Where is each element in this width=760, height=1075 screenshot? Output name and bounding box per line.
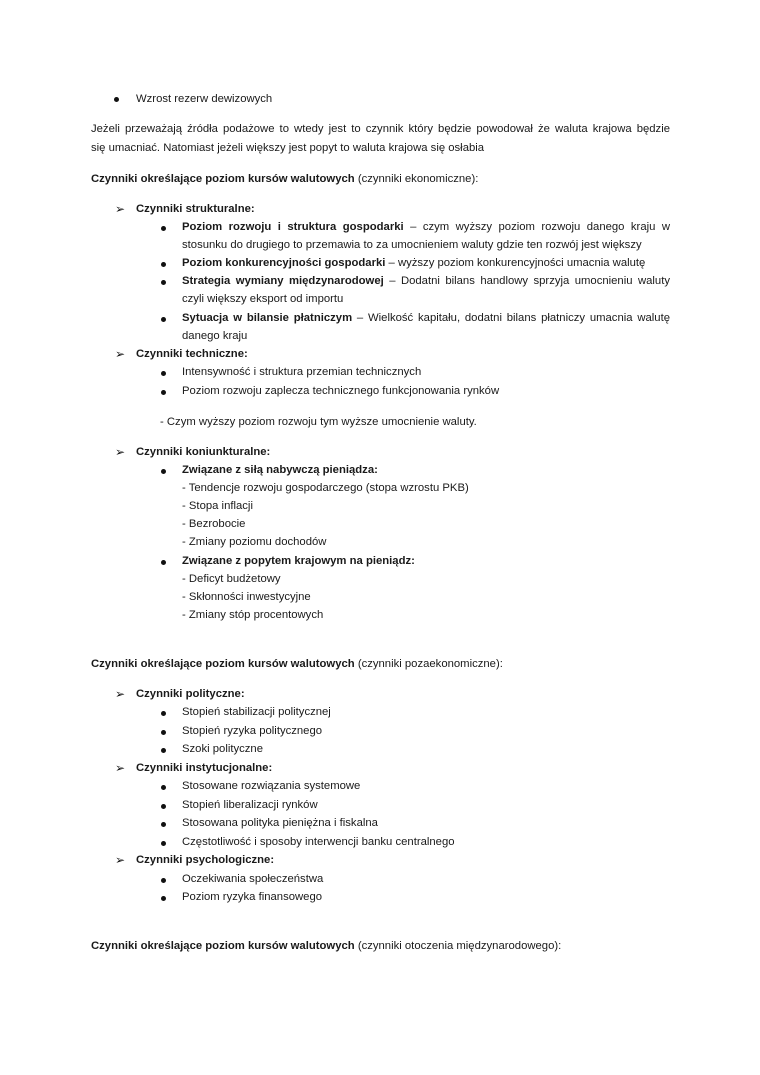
bullet-icon [161,262,166,267]
bullet-icon [161,711,166,716]
subsection-heading [136,687,245,702]
list-item: Poziom ryzyka finansowego [182,891,323,903]
bullet-icon [161,804,166,809]
item-term: Strategia wymiany międzynarodowej [182,275,384,287]
subsection-heading-text: Czynniki instytucjonalne: [136,762,273,774]
section-heading [91,939,561,954]
subsection-heading [136,445,270,460]
bullet-icon [161,317,166,322]
section-title: Czynniki określające poziom kursów walutowych [91,940,355,952]
bullet-icon [161,390,166,395]
note-line: - Czym wyższy poziom rozwoju tym wyższe umocnienie waluty. [160,416,477,428]
bullet-icon [161,371,166,376]
subsection-heading-text: Czynniki polityczne: [136,688,245,700]
item-term: Poziom konkurencyjności gospodarki [182,257,386,269]
item-text: – Wielkość kapitału, dodatni bilans płatniczy umacnia walutę [352,312,670,324]
item-text: – wyższy poziom konkurencyjności umacnia walutę [385,257,646,269]
bullet-icon [161,280,166,285]
item-term: Poziom rozwoju i struktura gospodarki [182,221,404,233]
arrow-bullet-icon: ➢ [115,761,126,775]
section-qualifier: (czynniki ekonomiczne): [357,173,479,185]
list-item: Stopień liberalizacji rynków [182,799,318,811]
dash-item: - Tendencje rozwoju gospodarczego (stopa wzrostu PKB) [182,482,469,494]
section-title: Czynniki określające poziom kursów walutowych [91,173,355,185]
subsection-heading [136,761,272,776]
section-heading [91,657,503,672]
group-title [182,463,378,478]
dash-item: - Stopa inflacji [182,500,253,512]
item-text: – czym wyższy poziom rozwoju danego kraju w [403,221,670,233]
subsection-heading [136,202,255,217]
dash-item: - Deficyt budżetowy [182,573,281,585]
list-item: Poziom rozwoju zaplecza technicznego funkcjonowania rynków [182,385,500,397]
item-text: – Dodatni bilans handlowy sprzyja umocnieniu waluty [383,275,670,287]
bullet-icon [161,822,166,827]
section-heading [91,172,478,187]
group-title [182,554,415,569]
list-item: Stopień stabilizacji politycznej [182,706,331,718]
item-term: Sytuacja w bilansie płatniczym [182,312,353,324]
subsection-heading-text: Czynniki koniunkturalne: [136,446,271,458]
list-item: Intensywność i struktura przemian technicznych [182,366,422,378]
arrow-bullet-icon: ➢ [115,853,126,867]
list-item [182,311,670,326]
list-item: Stopień ryzyka politycznego [182,725,323,737]
group-title-text: Związane z popytem krajowym na pieniądz: [182,555,415,567]
bullet-icon [161,226,166,231]
section-qualifier: (czynniki otoczenia międzynarodowego): [357,940,562,952]
list-item-cont: stosunku do drugiego to przemawia to za umocnieniem waluty gdzie ten rozwój jest większy [182,239,642,251]
list-item: Częstotliwość i sposoby interwencji banku centralnego [182,836,455,848]
section-qualifier: (czynniki pozaekonomiczne): [357,658,503,670]
bullet-icon [114,97,119,102]
list-item: Stosowane rozwiązania systemowe [182,780,361,792]
subsection-heading-text: Czynniki psychologiczne: [136,854,275,866]
bullet-icon [161,878,166,883]
list-item-cont: czyli większy eksport od importu [182,293,344,305]
section-title: Czynniki określające poziom kursów walutowych [91,658,355,670]
paragraph-line: się umacniać. Natomiast jeżeli większy jest popyt to waluta krajowa się osłabia [91,142,485,154]
list-item-cont: danego kraju [182,330,248,342]
bullet-icon [161,469,166,474]
bullet-icon [161,560,166,565]
subsection-heading [136,347,248,362]
arrow-bullet-icon: ➢ [115,445,126,459]
list-item [182,256,645,271]
bullet-icon [161,896,166,901]
dash-item: - Zmiany poziomu dochodów [182,536,327,548]
arrow-bullet-icon: ➢ [115,347,126,361]
list-item [182,220,670,235]
bullet-icon [161,730,166,735]
subsection-heading-text: Czynniki techniczne: [136,348,248,360]
group-title-text: Związane z siłą nabywczą pieniądza: [182,464,378,476]
dash-item: - Bezrobocie [182,518,246,530]
dash-item: - Skłonności inwestycyjne [182,591,311,603]
dash-item: - Zmiany stóp procentowych [182,609,324,621]
list-item: Szoki polityczne [182,743,263,755]
list-item: Oczekiwania społeczeństwa [182,873,324,885]
arrow-bullet-icon: ➢ [115,202,126,216]
paragraph-line: Jeżeli przeważają źródła podażowe to wtedy jest to czynnik który będzie powodował że waluta krajowa będzie [91,123,670,135]
subsection-heading-text: Czynniki strukturalne: [136,203,255,215]
subsection-heading [136,853,274,868]
list-item [182,274,670,289]
list-item: Wzrost rezerw dewizowych [136,93,273,105]
arrow-bullet-icon: ➢ [115,687,126,701]
bullet-icon [161,785,166,790]
bullet-icon [161,841,166,846]
bullet-icon [161,748,166,753]
list-item: Stosowana polityka pieniężna i fiskalna [182,817,378,829]
